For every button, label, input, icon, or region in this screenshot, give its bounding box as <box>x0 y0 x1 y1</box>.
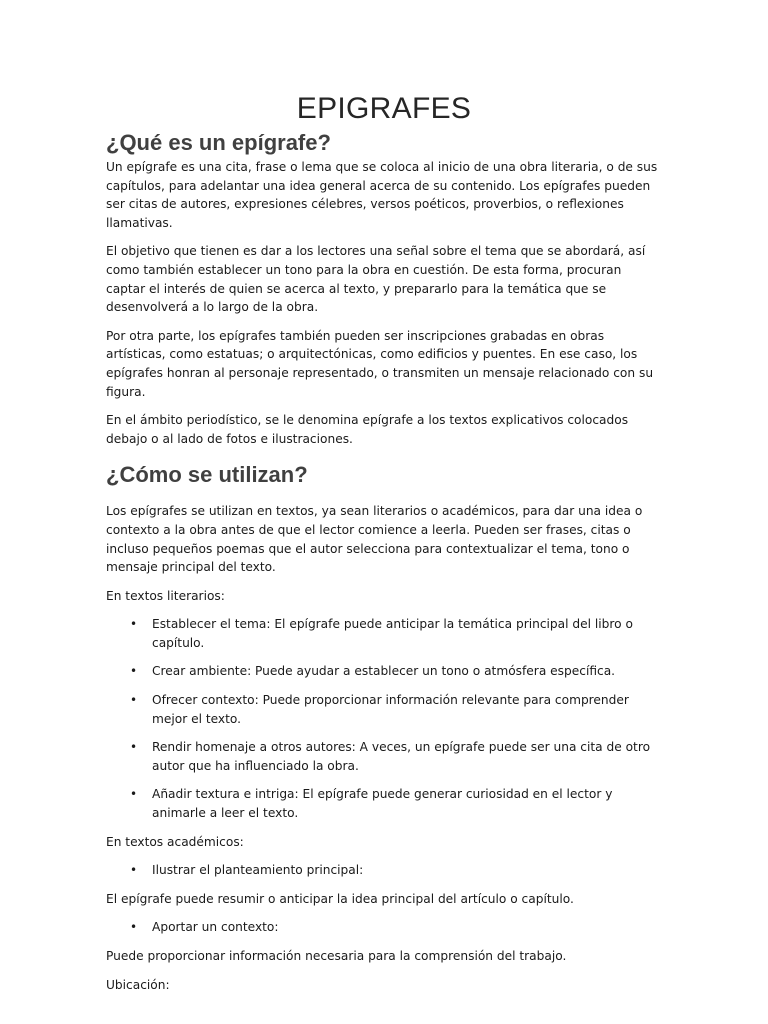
paragraph-journalism: En el ámbito periodístico, se le denomina epígrafe a los textos explicativos colocados debajo o al lado de fotos e ilustraciones. <box>106 413 629 446</box>
bullet-icon: • <box>130 617 138 632</box>
list-item-text: Añadir textura e intriga: El epígrafe puede generar curiosidad en el lector y animarle a leer el texto. <box>152 787 613 821</box>
bullet-icon: • <box>130 693 138 708</box>
list-item-text: Aportar un contexto: <box>152 920 279 935</box>
list-item-text: Crear ambiente: Puede ayudar a establecer un tono o atmósfera específica. <box>152 664 616 679</box>
list-item-text: Ilustrar el planteamiento principal: <box>152 863 364 878</box>
label-literary-texts: En textos literarios: <box>106 588 225 603</box>
bullet-icon: • <box>130 787 138 802</box>
label-academic-texts: En textos académicos: <box>106 834 244 849</box>
document-body <box>106 90 662 1004</box>
academic-list-1 <box>106 861 662 880</box>
list-item <box>106 738 662 775</box>
list-item-text: Ofrecer contexto: Puede proporcionar información relevante para comprender mejor el texto. <box>152 693 629 726</box>
paragraph-usage-intro: Los epígrafes se utilizan en textos, ya sean literarios o académicos, para dar una idea o contexto a la obra antes de que el lector comience a leerla. Pueden ser frases, citas o incluso pequeños poemas que el autor selecciona para contextualizar el tema, tono o mensaje principal del texto. <box>106 504 643 575</box>
list-item <box>106 662 662 681</box>
list-item <box>106 785 662 822</box>
document-title: EPIGRAFES <box>296 92 472 125</box>
list-item <box>106 691 662 728</box>
list-item <box>106 918 662 937</box>
bullet-icon: • <box>130 664 138 679</box>
list-item-text: Rendir homenaje a otros autores: A veces, un epígrafe puede ser una cita de otro autor que ha influenciado la obra. <box>152 740 651 773</box>
list-item <box>106 615 662 652</box>
section-heading-como-se-utilizan: ¿Cómo se utilizan? <box>106 462 308 488</box>
literary-list <box>106 615 662 822</box>
paragraph-objective: El objetivo que tienen es dar a los lectores una señal sobre el tema que se abordará, así como también establecer un tono para la obra en cuestión. De esta forma, procuran captar el interés de quien se acerca al texto, y prepararlo para la temática que se desenvolverá a lo largo de la obra. <box>106 244 646 315</box>
paragraph-academic-1: El epígrafe puede resumir o anticipar la idea principal del artículo o capítulo. <box>106 891 574 906</box>
paragraph-inscriptions: Por otra parte, los epígrafes también pueden ser inscripciones grabadas en obras artísticas, como estatuas; o arquitectónicas, como edificios y puentes. En ese caso, los epígrafes honran al personaje representado, o transmiten un mensaje relacionado con su figura. <box>106 328 654 399</box>
paragraph-definition: Un epígrafe es una cita, frase o lema que se coloca al inicio de una obra literaria, o de sus capítulos, para adelantar una idea general acerca de su contenido. Los epígrafes pueden ser citas de autores, expresiones célebres, versos poéticos, proverbios, o reflexiones llamativas. <box>106 160 658 230</box>
paragraph-academic-2: Puede proporcionar información necesaria para la comprensión del trabajo. <box>106 949 567 963</box>
section-heading-que-es: ¿Qué es un epígrafe? <box>106 130 331 155</box>
bullet-icon: • <box>130 920 138 935</box>
label-location: Ubicación: <box>106 977 170 992</box>
list-item-text: Establecer el tema: El epígrafe puede anticipar la temática principal del libro o capítulo. <box>152 617 633 650</box>
bullet-icon: • <box>130 740 138 755</box>
list-item <box>106 861 662 880</box>
academic-list-2 <box>106 918 662 937</box>
bullet-icon: • <box>130 863 138 878</box>
